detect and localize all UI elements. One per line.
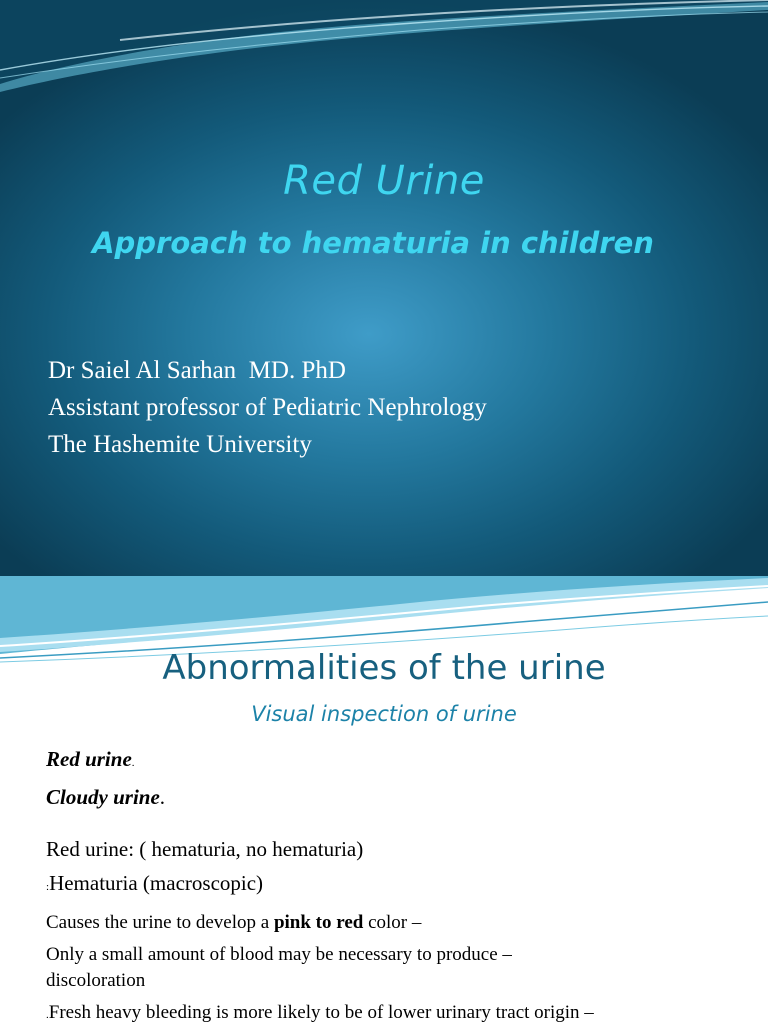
list-item (46, 910, 756, 936)
list-item (46, 866, 756, 904)
slide-title: Red Urine (283, 158, 485, 204)
author-block (48, 352, 487, 463)
author-name: Dr Saiel Al Sarhan MD. PhD (48, 357, 346, 384)
list-item (46, 780, 756, 814)
decorative-wave-header (0, 0, 768, 100)
list-item (46, 742, 756, 780)
list-item (46, 942, 756, 994)
item-text-cont: discoloration (46, 970, 146, 991)
item-text: Cloudy urine (46, 785, 160, 809)
slide-subtitle: Visual inspection of urine (251, 702, 517, 726)
slide-body (46, 742, 756, 1024)
author-institution: The Hashemite University (48, 431, 312, 458)
item-emphasis: pink to red (273, 912, 364, 933)
list-item (46, 1000, 756, 1024)
author-position: Assistant professor of Pediatric Nephrology (48, 394, 487, 421)
content-slide (0, 576, 768, 1024)
item-text: Hematuria (macroscopic) (49, 871, 264, 895)
item-text-end: color – (363, 912, 422, 933)
item-text: Causes the urine to develop a (46, 912, 274, 933)
item-text: Only a small amount of blood may be necessary to produce – (46, 944, 512, 965)
item-text: Red urine (46, 747, 132, 771)
item-prefix: . (46, 1009, 49, 1021)
list-item: Red urine: ( hematuria, no hematuria) (46, 837, 364, 861)
item-suffix: . (159, 785, 166, 809)
item-suffix: . (131, 757, 135, 769)
item-prefix: : (46, 881, 50, 893)
slide-title: Abnormalities of the urine (162, 648, 606, 688)
slide-subtitle: Approach to hematuria in children (92, 226, 654, 260)
item-text: Fresh heavy bleeding is more likely to be of lower urinary tract origin – (48, 1002, 594, 1023)
